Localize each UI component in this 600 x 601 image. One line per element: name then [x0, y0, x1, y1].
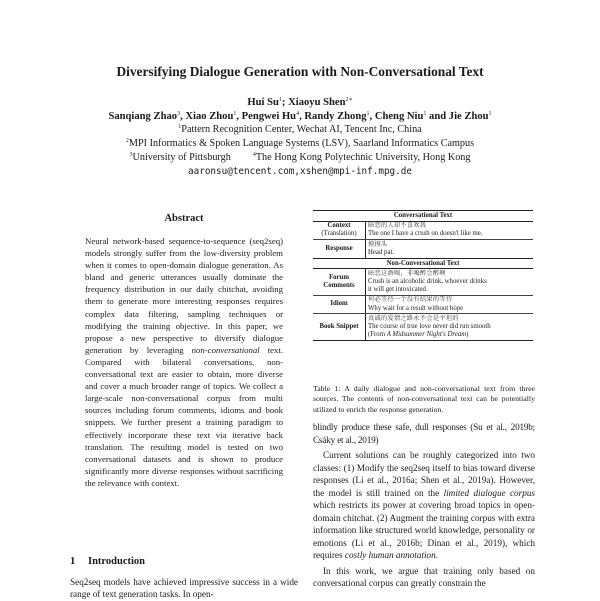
row-label: [313, 221, 366, 239]
row-label-text: Response: [325, 244, 353, 252]
table-row: [313, 314, 533, 341]
table-row: [313, 295, 533, 313]
affiliation-2: [0, 138, 600, 149]
table-1: [313, 210, 533, 341]
abstract-heading: Abstract: [164, 213, 204, 224]
row-label: Forum Comments: [313, 269, 366, 296]
author-sep: ,: [236, 111, 242, 122]
table-row: [313, 269, 533, 296]
introduction-body: Seq2seq models have achieved impressive success in a wide range of text generation tasks. In open-: [70, 577, 298, 600]
affil-sup: 3: [129, 152, 133, 158]
author-name: Pengwei Hu: [241, 111, 297, 122]
author-sup: 1: [278, 97, 282, 103]
author-sup: 1: [423, 111, 427, 117]
table-row: [313, 240, 533, 258]
paragraph-emphasis: limited dialogue corpus: [443, 487, 535, 498]
english-text: Why wait for a result without hope: [368, 304, 464, 312]
table-section-header: Non-Conversational Text: [313, 258, 533, 269]
affil-sup: 4: [252, 152, 256, 158]
author-name: Xiao Zhou: [185, 111, 234, 122]
affiliation-3-4: [0, 152, 600, 163]
author-sup: 1: [233, 111, 237, 117]
abstract-emphasis: non-conversational: [191, 344, 260, 355]
author-name: Randy Zhong: [304, 111, 367, 122]
row-content: [366, 240, 534, 258]
author-sup: 1: [488, 111, 492, 117]
author-sep: ;: [281, 97, 289, 108]
section-heading-introduction: [70, 556, 145, 567]
chinese-text: 摸摸头: [368, 240, 388, 248]
author-sep: ,: [299, 111, 305, 122]
row-content: [366, 221, 534, 239]
chinese-text: 暗恋的人却不喜欢我: [368, 222, 427, 230]
authors-line-1: [0, 97, 600, 108]
affil-sup: 2: [125, 138, 129, 144]
row-label: Idiom: [313, 295, 366, 313]
author-name: Xiaoyu Shen: [288, 97, 346, 108]
affil-text: University of Pittsburgh: [132, 152, 231, 163]
row-label: [313, 240, 366, 258]
author-sup: 1: [366, 111, 370, 117]
english-text: The course of true love never did run smooth: [368, 322, 491, 330]
chinese-text: 何必等待一个没有结果的等待: [368, 296, 453, 304]
source-title: A Midsummer Night's Dream: [386, 331, 467, 339]
author-sup: 3: [177, 111, 181, 117]
author-sup: 2∗: [345, 97, 353, 103]
english-text: it will get intoxicated.: [368, 286, 428, 294]
paragraph-text: .: [435, 550, 439, 560]
row-label: Book Snippet: [313, 314, 366, 341]
english-text: The one I have a crush on doesn't like me.: [368, 230, 483, 238]
abstract-body: [85, 235, 283, 489]
table-section-header: Conversational Text: [313, 211, 533, 222]
affiliation-1: [0, 124, 600, 135]
author-name: Hui Su: [247, 97, 279, 108]
english-text: ): [466, 331, 469, 339]
table-caption: Table 1: A daily dialogue and non-conversational text from three sources. The contents of non-conversational text can be potentially utilized to enrich the response generation.: [313, 384, 535, 414]
section-number: 1: [70, 556, 76, 567]
table-row: [313, 221, 533, 239]
affil-text: MPI Informatics & Spoken Language Systems (LSV), Saarland Informatics Campus: [128, 138, 475, 149]
affil-text: Pattern Recognition Center, Wechat AI, Tencent Inc, China: [181, 124, 422, 135]
abstract-text: Neural network-based sequence-to-sequence (seq2seq) models strongly suffer from the low-diversity problem when it comes to open-domain dialogue generation. As bland and generic utterances usually dominate the frequency distribution in our daily chitchat, avoiding them to generate more interesting responses requires complex data filtering, sampling techniques or modifying the training objective. In this paper, we propose a new perspective to diversify dialogue generation by leveraging: [85, 236, 283, 355]
right-column-body: [313, 421, 535, 590]
chinese-text: 真诚的爱情之路永不会是平坦的: [368, 314, 459, 322]
row-content: [366, 295, 534, 313]
author-emails: aaronsu@tencent.com,xshen@mpi-inf.mpg.de: [188, 166, 412, 177]
english-text: Crush is an alcoholic drink, whoever drinks: [368, 277, 487, 285]
paragraph: blindly produce these safe, dull responses (Su et al., 2019b; Csáky et al., 2019): [313, 422, 535, 445]
paragraph: In this work, we argue that training only based on conversational corpus can greatly constrain the: [313, 565, 535, 588]
row-label-text: Context: [327, 222, 351, 230]
affil-sup: 1: [178, 124, 182, 130]
paper-title: Diversifying Dialogue Generation with Non-Conversational Text: [116, 64, 484, 79]
row-content: [366, 314, 534, 341]
english-text: (From: [368, 331, 387, 339]
paragraph: [313, 449, 535, 562]
author-sep: ,: [180, 111, 186, 122]
author-sep: ,: [369, 111, 375, 122]
affil-text: The Hong Kong Polytechnic University, Hong Kong: [255, 152, 471, 163]
english-text: Head pat.: [368, 248, 395, 256]
authors-line-2: [0, 111, 600, 122]
row-content: [366, 269, 534, 296]
chinese-text: 暗恋这酒喝，非喝醉会醉啊: [368, 269, 446, 277]
author-sep: and: [426, 111, 449, 122]
author-name: Cheng Niu: [374, 111, 424, 122]
author-name: Jie Zhou: [448, 111, 489, 122]
abstract-text: text. Compared with bilateral conversations, non-conversational text are easier to obtain, more diverse and cover a much broader range of topics. We collect a large-scale non-conversational corpus from multi sources including forum comments, idioms and book snippets. We further present a training paradigm to effectively incorporate these text via iterative back translation. The resulting model is tested on two conversational datasets and is shown to produce significantly more diverse responses without sacrificing the relevance with context.: [85, 344, 284, 488]
paragraph-emphasis: costly human annotation: [344, 550, 436, 560]
author-name: Sanqiang Zhao: [108, 111, 178, 122]
paragraph-text: which restricts its power at covering broad topics in open-domain chitchat. (2) Augment the training corpus with extra information like structured world knowledge, personality or emotions (Li et al., 2016b; Dinan et al., 2019), which requires: [313, 500, 535, 560]
author-sup: 4: [296, 111, 300, 117]
section-title: Introduction: [88, 556, 145, 567]
paragraph-text: Current solutions can be roughly categorized into two classes: (1) Modify the seq2seq itself to bias toward diverse responses (Li et al., 2016a; Shen et al., 2019a). However, the model is still trained on the: [313, 450, 535, 498]
row-sublabel: (Translation): [321, 230, 357, 238]
